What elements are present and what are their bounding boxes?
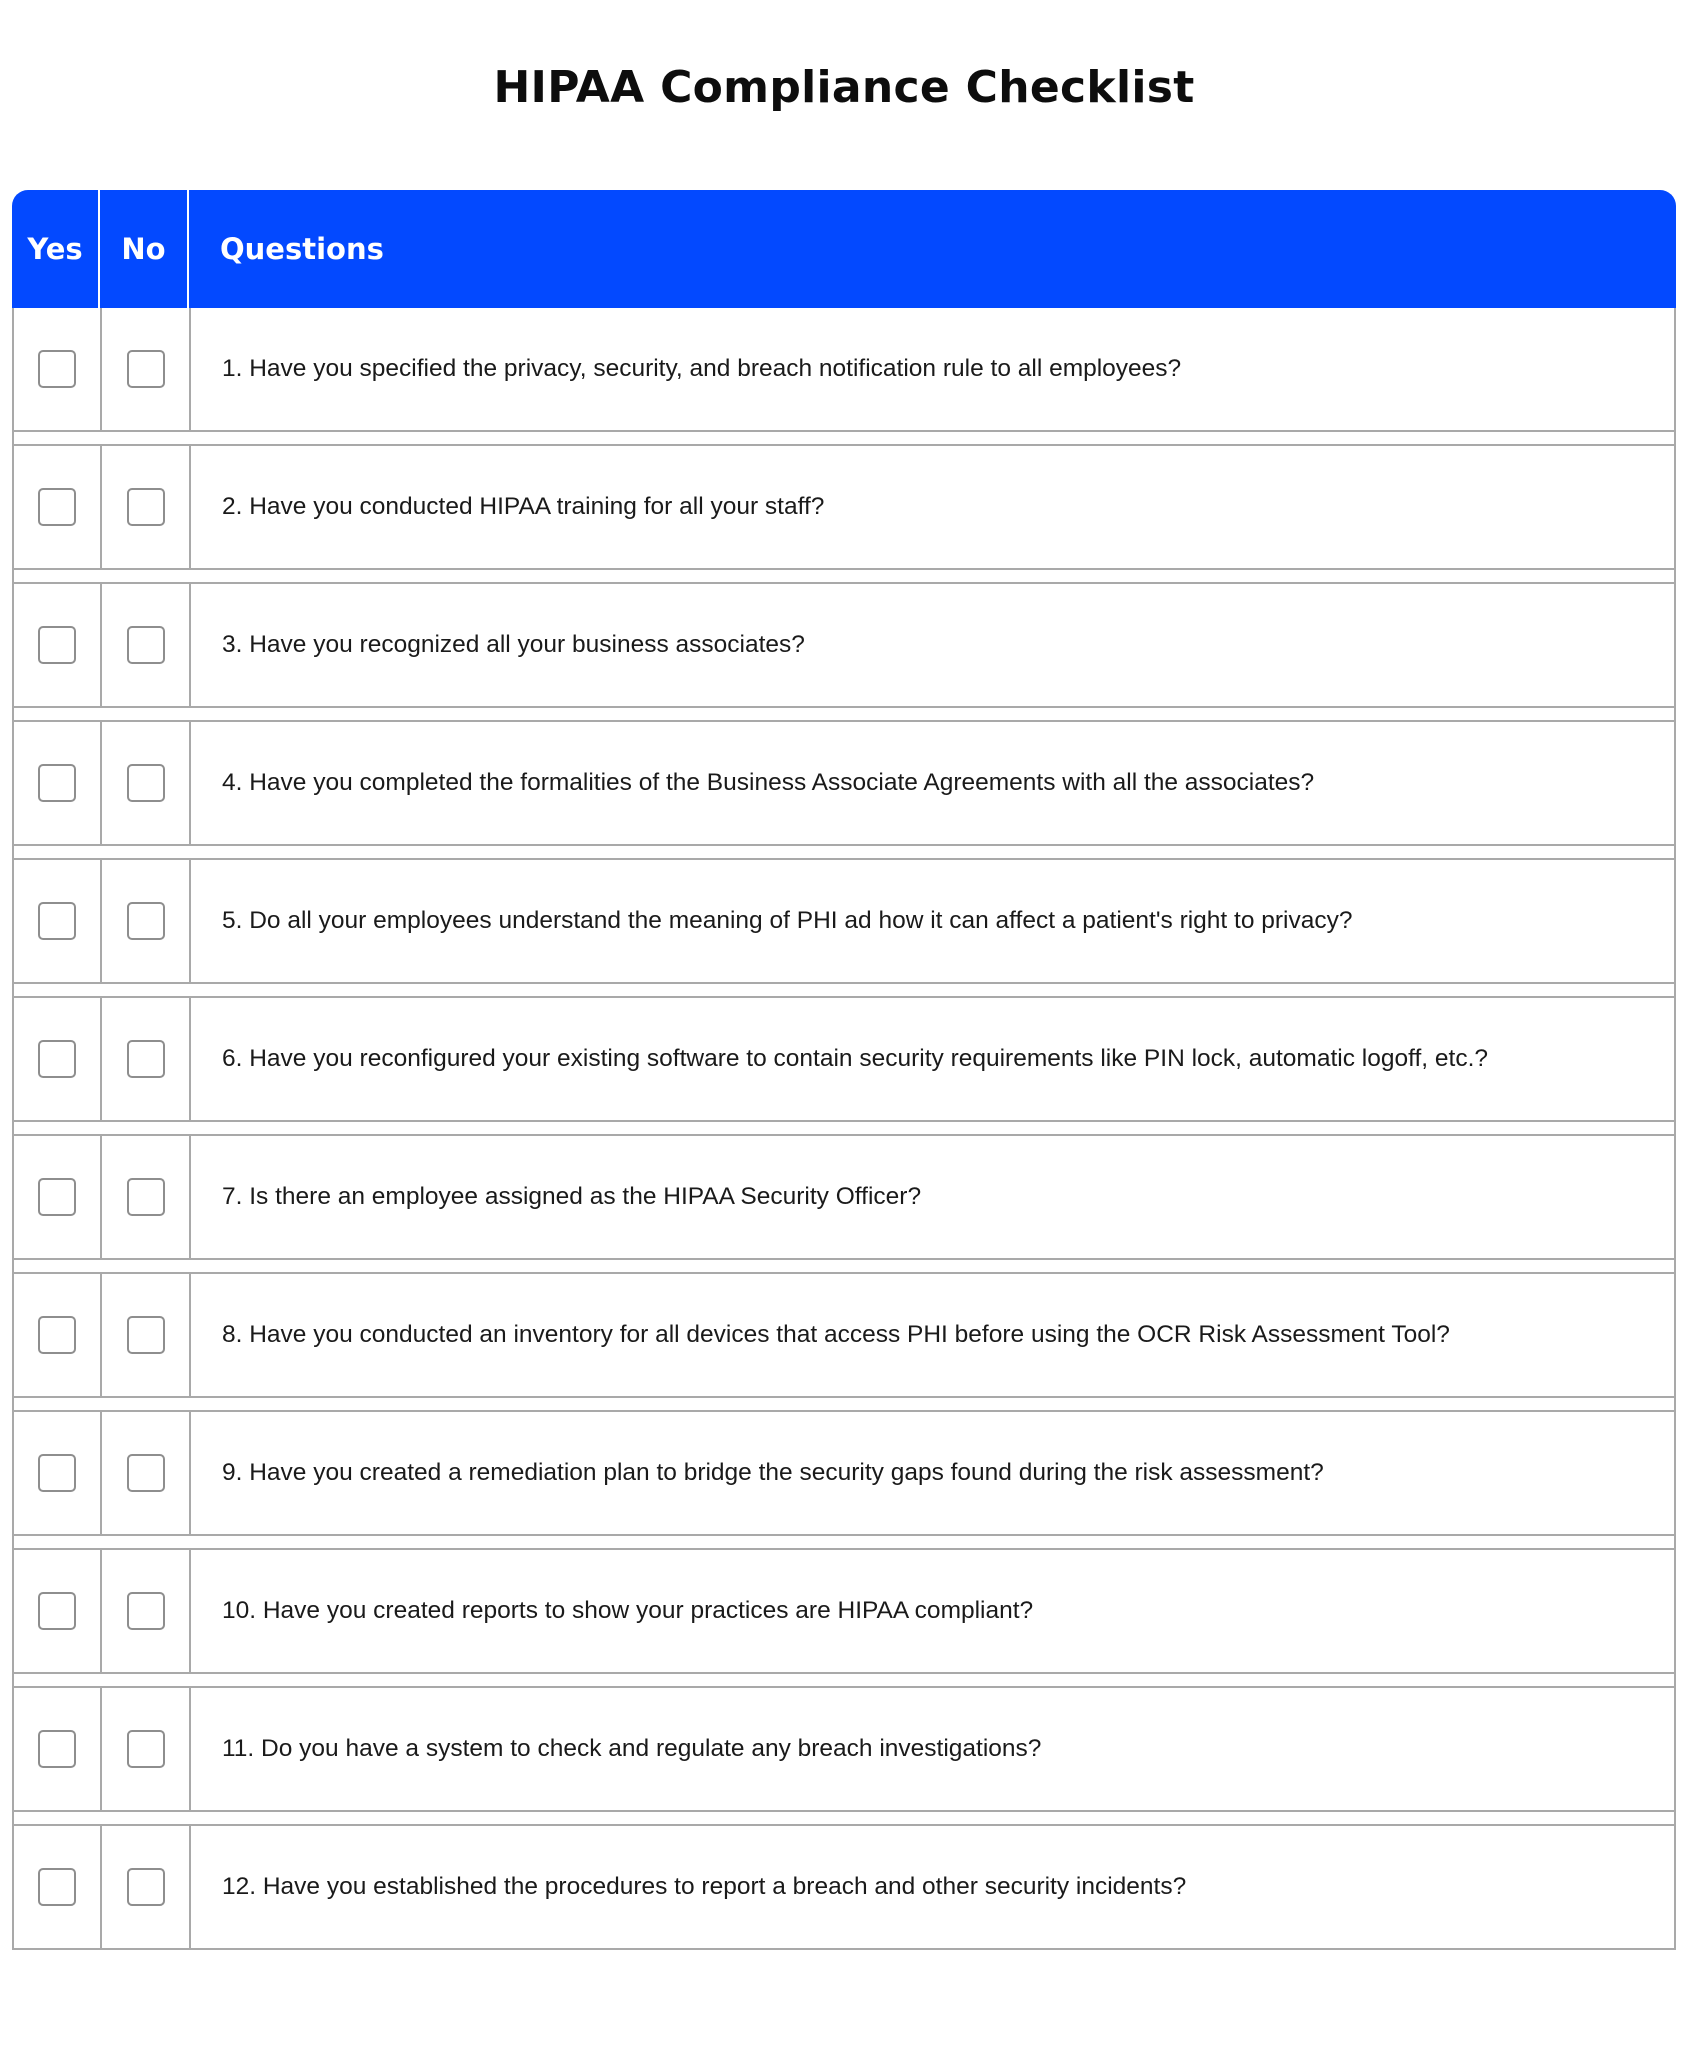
no-cell	[102, 584, 191, 706]
no-cell	[102, 1136, 191, 1258]
yes-checkbox[interactable]	[38, 350, 76, 388]
yes-cell	[14, 722, 102, 844]
yes-checkbox[interactable]	[38, 488, 76, 526]
yes-cell	[14, 584, 102, 706]
no-cell	[102, 308, 191, 430]
yes-checkbox[interactable]	[38, 1316, 76, 1354]
question-text: 9. Have you created a remediation plan to bridge the security gaps found during the risk assessment?	[222, 1459, 1324, 1486]
question-text: 5. Do all your employees understand the meaning of PHI ad how it can affect a patient's right to privacy?	[222, 907, 1353, 934]
no-checkbox[interactable]	[127, 1730, 165, 1768]
no-cell	[102, 860, 191, 982]
question-text: 10. Have you created reports to show your practices are HIPAA compliant?	[222, 1597, 1034, 1624]
no-cell	[102, 1412, 191, 1534]
no-cell	[102, 1688, 191, 1810]
question-text: 4. Have you completed the formalities of the Business Associate Agreements with all the associates?	[222, 769, 1315, 796]
no-checkbox[interactable]	[127, 764, 165, 802]
question-text: 1. Have you specified the privacy, security, and breach notification rule to all employees?	[222, 355, 1182, 382]
question-text: 2. Have you conducted HIPAA training for all your staff?	[222, 493, 825, 520]
question-text: 6. Have you reconfigured your existing software to contain security requirements like PIN lock, automatic logoff, etc.?	[222, 1045, 1488, 1072]
yes-cell	[14, 1550, 102, 1672]
no-cell	[102, 1550, 191, 1672]
no-cell	[102, 1826, 191, 1948]
header-no: No	[100, 190, 189, 308]
question-text: 11. Do you have a system to check and regulate any breach investigations?	[222, 1735, 1042, 1762]
no-checkbox[interactable]	[127, 1040, 165, 1078]
no-checkbox[interactable]	[127, 626, 165, 664]
row-separator	[12, 1260, 1676, 1274]
table-row	[12, 446, 1676, 570]
row-separator	[12, 432, 1676, 446]
yes-checkbox[interactable]	[38, 1178, 76, 1216]
yes-checkbox[interactable]	[38, 1868, 76, 1906]
yes-checkbox[interactable]	[38, 1592, 76, 1630]
row-separator	[12, 708, 1676, 722]
table-row	[12, 998, 1676, 1122]
question-text: 12. Have you established the procedures to report a breach and other security incidents?	[222, 1873, 1187, 1900]
no-checkbox[interactable]	[127, 1316, 165, 1354]
no-checkbox[interactable]	[127, 350, 165, 388]
yes-cell	[14, 1274, 102, 1396]
no-checkbox[interactable]	[127, 1592, 165, 1630]
yes-checkbox[interactable]	[38, 1454, 76, 1492]
no-checkbox[interactable]	[127, 1868, 165, 1906]
table-row	[12, 1274, 1676, 1398]
table-row	[12, 1688, 1676, 1812]
row-separator	[12, 1674, 1676, 1688]
no-checkbox[interactable]	[127, 1178, 165, 1216]
yes-cell	[14, 1688, 102, 1810]
row-separator	[12, 1812, 1676, 1826]
yes-checkbox[interactable]	[38, 626, 76, 664]
question-text: 7. Is there an employee assigned as the HIPAA Security Officer?	[222, 1183, 922, 1210]
table-header	[12, 190, 1676, 308]
yes-checkbox[interactable]	[38, 902, 76, 940]
yes-cell	[14, 860, 102, 982]
no-checkbox[interactable]	[127, 488, 165, 526]
row-separator	[12, 1398, 1676, 1412]
table-row	[12, 1826, 1676, 1950]
table-body	[12, 308, 1676, 1950]
table-row	[12, 308, 1676, 432]
row-separator	[12, 1122, 1676, 1136]
table-row	[12, 1136, 1676, 1260]
yes-checkbox[interactable]	[38, 1040, 76, 1078]
row-separator	[12, 1536, 1676, 1550]
page-title: HIPAA Compliance Checklist	[493, 62, 1195, 113]
no-cell	[102, 998, 191, 1120]
no-cell	[102, 446, 191, 568]
row-separator	[12, 984, 1676, 998]
no-checkbox[interactable]	[127, 1454, 165, 1492]
yes-cell	[14, 998, 102, 1120]
question-text: 8. Have you conducted an inventory for all devices that access PHI before using the OCR Risk Assessment Tool?	[222, 1321, 1450, 1348]
yes-cell	[14, 1826, 102, 1948]
row-separator	[12, 570, 1676, 584]
yes-cell	[14, 1136, 102, 1258]
yes-cell	[14, 1412, 102, 1534]
yes-checkbox[interactable]	[38, 764, 76, 802]
no-cell	[102, 1274, 191, 1396]
checklist-table	[12, 190, 1676, 1950]
table-row	[12, 1412, 1676, 1536]
table-row	[12, 1550, 1676, 1674]
table-row	[12, 722, 1676, 846]
question-text: 3. Have you recognized all your business associates?	[222, 631, 805, 658]
no-checkbox[interactable]	[127, 902, 165, 940]
header-questions: Questions	[220, 232, 384, 266]
no-cell	[102, 722, 191, 844]
table-row	[12, 584, 1676, 708]
yes-checkbox[interactable]	[38, 1730, 76, 1768]
header-yes: Yes	[12, 190, 100, 308]
row-separator	[12, 846, 1676, 860]
yes-cell	[14, 446, 102, 568]
yes-cell	[14, 308, 102, 430]
table-row	[12, 860, 1676, 984]
